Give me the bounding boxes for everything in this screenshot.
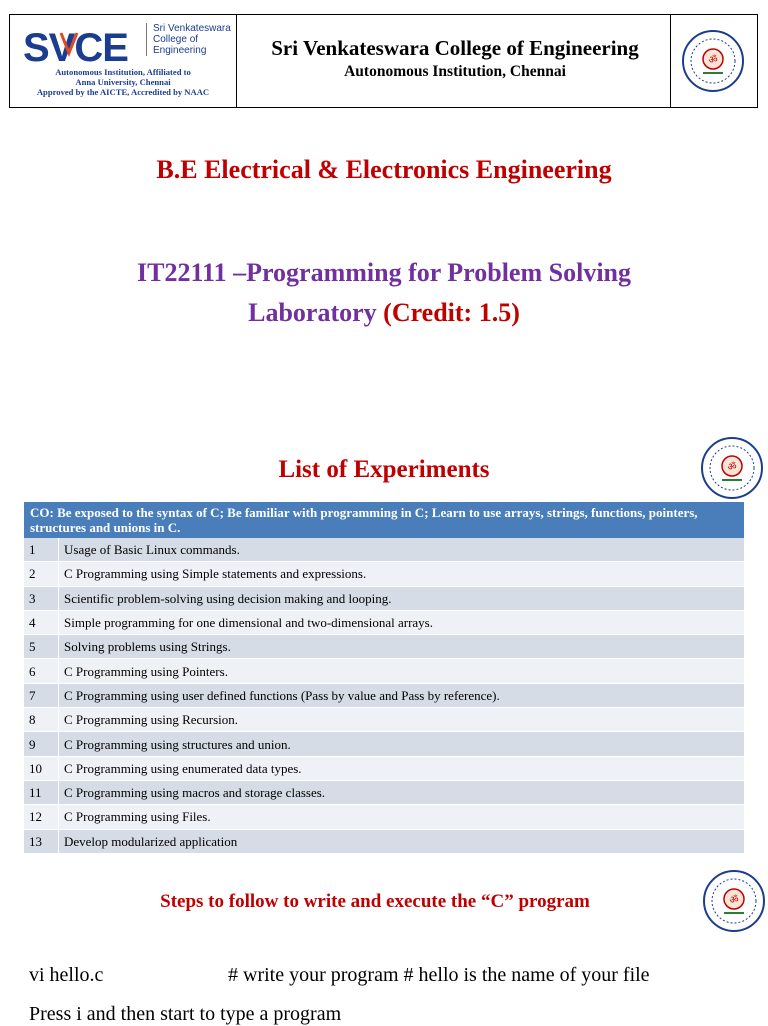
experiment-number: 9 (24, 732, 59, 756)
table-row (24, 586, 744, 610)
experiment-number: 11 (24, 780, 59, 804)
department-title: B.E Electrical & Electronics Engineering (156, 155, 612, 184)
experiment-description: Simple programming for one dimensional and two-dimensional arrays. (59, 610, 745, 634)
table-row (24, 829, 744, 853)
experiment-description: Solving problems using Strings. (59, 635, 745, 659)
logo-side-text: Sri Venkateswara College of Engineering (146, 23, 235, 56)
experiment-number: 12 (24, 805, 59, 829)
header-title-block (236, 35, 674, 83)
college-seal-icon (702, 869, 766, 933)
college-seal-icon (700, 436, 764, 500)
experiment-description: C Programming using Simple statements and expressions. (59, 562, 745, 586)
steps-title: Steps to follow to write and execute the “C” program (160, 891, 590, 912)
table-row (24, 635, 744, 659)
experiment-description: C Programming using Files. (59, 805, 745, 829)
experiments-table-body (24, 538, 744, 853)
logo-subtext: Autonomous Institution, Affiliated to Anna University, Chennai Approved by the AICTE, Accredited by NAAC (36, 67, 210, 97)
experiment-number: 4 (24, 610, 59, 634)
table-row (24, 732, 744, 756)
experiment-description: Develop modularized application (59, 829, 745, 853)
course-line-1: IT22111 –Programming for Problem Solving (136, 258, 631, 287)
table-row (24, 659, 744, 683)
experiment-number: 3 (24, 586, 59, 610)
college-logo (10, 15, 237, 107)
svce-logo-mark (23, 23, 151, 73)
svg-text:ॐ: ॐ (708, 55, 718, 66)
experiment-number: 10 (24, 756, 59, 780)
course-line-2: Laboratory (Credit: 1.5) (248, 298, 520, 327)
command-text: vi hello.c (29, 964, 104, 986)
college-seal-icon (681, 29, 745, 93)
experiment-number: 6 (24, 659, 59, 683)
table-row (24, 708, 744, 732)
page-header (9, 14, 758, 108)
experiment-number: 1 (24, 538, 59, 562)
experiment-number: 5 (24, 635, 59, 659)
course-credit: (Credit: 1.5) (383, 298, 520, 327)
experiment-number: 2 (24, 562, 59, 586)
table-row (24, 805, 744, 829)
table-row (24, 683, 744, 707)
experiment-number: 13 (24, 829, 59, 853)
table-row (24, 562, 744, 586)
experiment-description: C Programming using macros and storage classes. (59, 780, 745, 804)
experiments-table (24, 502, 744, 854)
experiment-number: 7 (24, 683, 59, 707)
experiment-description: Scientific problem-solving using decision making and looping. (59, 586, 745, 610)
table-row (24, 610, 744, 634)
experiment-number: 8 (24, 708, 59, 732)
seal-box (670, 15, 757, 107)
experiment-description: C Programming using enumerated data types. (59, 756, 745, 780)
command-comment: # write your program # hello is the name of your file (228, 964, 650, 986)
college-name: Sri Venkateswara College of Engineering (271, 36, 639, 60)
command-line-2: Press i and then start to type a program (29, 1003, 342, 1025)
experiment-description: Usage of Basic Linux commands. (59, 538, 745, 562)
course-title (60, 253, 708, 333)
svg-text:ॐ: ॐ (727, 462, 737, 473)
table-row (24, 756, 744, 780)
table-row (24, 780, 744, 804)
experiment-description: C Programming using Recursion. (59, 708, 745, 732)
svg-text:SVCE: SVCE (23, 26, 128, 70)
experiments-title: List of Experiments (278, 456, 490, 483)
experiment-description: C Programming using Pointers. (59, 659, 745, 683)
college-subtitle: Autonomous Institution, Chennai (344, 63, 566, 80)
experiment-description: C Programming using user defined functions (Pass by value and Pass by reference). (59, 683, 745, 707)
course-outcome-header: CO: Be exposed to the syntax of C; Be familiar with programming in C; Learn to use arrays, strings, functions, pointers, structures and unions in C. (24, 502, 744, 538)
svg-text:ॐ: ॐ (729, 895, 739, 906)
table-row (24, 538, 744, 562)
experiment-description: C Programming using structures and union. (59, 732, 745, 756)
command-line-1 (29, 964, 650, 987)
